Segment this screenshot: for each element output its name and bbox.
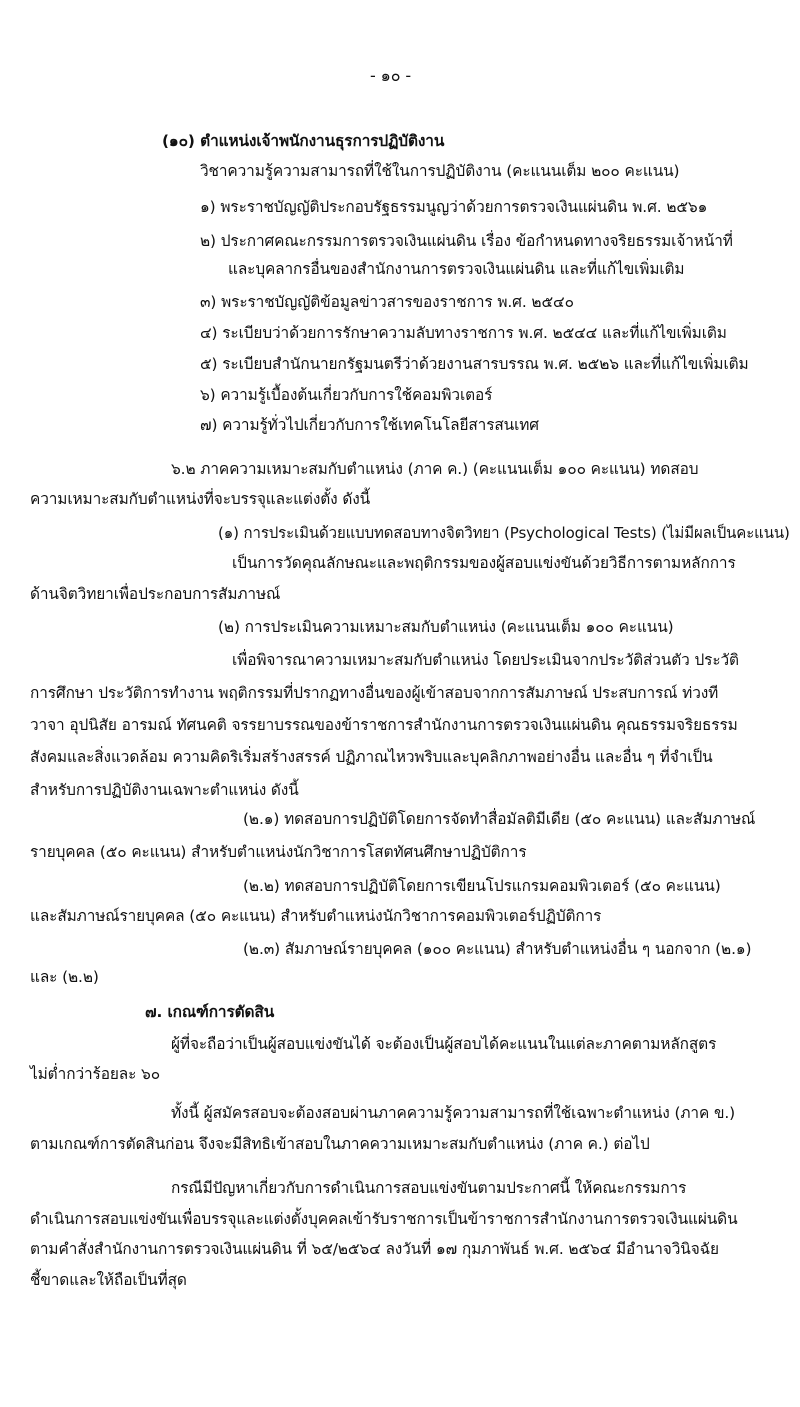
section-10-item: ๑) พระราชบัญญัติประกอบรัฐธรรมนูญว่าด้วยการตรวจเงินแผ่นดิน พ.ศ. ๒๕๖๑: [200, 198, 708, 216]
item-2-body: สังคมและสิ่งแวดล้อม ความคิดริเริ่มสร้างสรรค์ ปฏิภาณไหวพริบและบุคลิกภาพอย่างอื่น และอื่น ๆ ที่จำเป็น: [30, 748, 713, 766]
item-1-title: (๑) การประเมินด้วยแบบทดสอบทางจิตวิทยา (Psychological Tests) (ไม่มีผลเป็นคะแนน): [218, 524, 790, 542]
item-2-body: วาจา อุปนิสัย อารมณ์ ทัศนคติ จรรยาบรรณของข้าราชการสำนักงานการตรวจเงินแผ่นดิน คุณธรรมจริยธรรม: [30, 716, 738, 734]
section-10-subject: วิชาความรู้ความสามารถที่ใช้ในการปฏิบัติงาน (คะแนนเต็ม ๒๐๐ คะแนน): [200, 162, 680, 180]
section-6-2-intro: ๖.๒ ภาคความเหมาะสมกับตำแหน่ง (ภาค ค.) (คะแนนเต็ม ๑๐๐ คะแนน) ทดสอบ: [171, 460, 699, 478]
item-1-body: เป็นการวัดคุณลักษณะและพฤติกรรมของผู้สอบแข่งขันด้วยวิธีการตามหลักการ: [232, 554, 736, 572]
section-10-item: ๖) ความรู้เบื้องต้นเกี่ยวกับการใช้คอมพิวเตอร์: [200, 386, 493, 404]
section-10-item: ๓) พระราชบัญญัติข้อมูลข่าวสารของราชการ พ.ศ. ๒๕๔๐: [200, 293, 574, 311]
section-7-paragraph: ผู้ที่จะถือว่าเป็นผู้สอบแข่งขันได้ จะต้องเป็นผู้สอบได้คะแนนในแต่ละภาคตามหลักสูตร: [171, 1035, 717, 1053]
section-10-item-continuation: และบุคลากรอื่นของสำนักงานการตรวจเงินแผ่นดิน และที่แก้ไขเพิ่มเติม: [228, 260, 685, 278]
item-1-body: ด้านจิตวิทยาเพื่อประกอบการสัมภาษณ์: [30, 585, 281, 603]
section-7-paragraph: ดำเนินการสอบแข่งขันเพื่อบรรจุและแต่งตั้งบุคคลเข้ารับราชการเป็นข้าราชการสำนักงานการตรวจเงินแผ่นดิน: [30, 1210, 738, 1228]
section-10-item: ๕) ระเบียบสำนักนายกรัฐมนตรีว่าด้วยงานสารบรรณ พ.ศ. ๒๕๒๖ และที่แก้ไขเพิ่มเติม: [200, 355, 749, 373]
item-2-title: (๒) การประเมินความเหมาะสมกับตำแหน่ง (คะแนนเต็ม ๑๐๐ คะแนน): [218, 618, 674, 636]
section-10-item: ๔) ระเบียบว่าด้วยการรักษาความลับทางราชการ พ.ศ. ๒๕๔๔ และที่แก้ไขเพิ่มเติม: [200, 324, 727, 342]
section-7-paragraph: กรณีมีปัญหาเกี่ยวกับการดำเนินการสอบแข่งขันตามประกาศนี้ ให้คณะกรรมการ: [171, 1179, 687, 1197]
sub-item-2-1-continuation: รายบุคคล (๕๐ คะแนน) สำหรับตำแหน่งนักวิชาการโสตทัศนศึกษาปฏิบัติการ: [30, 843, 527, 861]
sub-item-2-2-continuation: และสัมภาษณ์รายบุคคล (๕๐ คะแนน) สำหรับตำแหน่งนักวิชาการคอมพิวเตอร์ปฏิบัติการ: [30, 907, 602, 925]
section-7-paragraph: ชี้ขาดและให้ถือเป็นที่สุด: [30, 1271, 187, 1289]
section-7-paragraph: ไม่ต่ำกว่าร้อยละ ๖๐: [30, 1065, 161, 1083]
item-2-body: เพื่อพิจารณาความเหมาะสมกับตำแหน่ง โดยประเมินจากประวัติส่วนตัว ประวัติ: [232, 651, 739, 669]
sub-item-2-1: (๒.๑) ทดสอบการปฏิบัติโดยการจัดทำสื่อมัลติมีเดีย (๕๐ คะแนน) และสัมภาษณ์: [243, 810, 756, 828]
page-number: - ๑๐ -: [370, 66, 412, 85]
section-7-paragraph: ทั้งนี้ ผู้สมัครสอบจะต้องสอบผ่านภาคความรู้ความสามารถที่ใช้เฉพาะตำแหน่ง (ภาค ข.): [171, 1104, 736, 1122]
sub-item-2-3-continuation: และ (๒.๒): [30, 968, 99, 986]
sub-item-2-2: (๒.๒) ทดสอบการปฏิบัติโดยการเขียนโปรแกรมคอมพิวเตอร์ (๕๐ คะแนน): [243, 877, 721, 895]
section-10-item: ๒) ประกาศคณะกรรมการตรวจเงินแผ่นดิน เรื่อง ข้อกำหนดทางจริยธรรมเจ้าหน้าที่: [200, 232, 733, 250]
section-10-heading: (๑๐) ตำแหน่งเจ้าพนักงานธุรการปฏิบัติงาน: [162, 132, 445, 150]
section-7-heading: ๗. เกณฑ์การตัดสิน: [145, 1003, 275, 1021]
item-2-body: การศึกษา ประวัติการทำงาน พฤติกรรมที่ปรากฏทางอื่นของผู้เข้าสอบจากการสัมภาษณ์ ประสบการณ์ ท่วงที: [30, 684, 719, 702]
sub-item-2-3: (๒.๓) สัมภาษณ์รายบุคคล (๑๐๐ คะแนน) สำหรับตำแหน่งอื่น ๆ นอกจาก (๒.๑): [243, 940, 752, 958]
section-7-paragraph: ตามคำสั่งสำนักงานการตรวจเงินแผ่นดิน ที่ ๖๕/๒๕๖๔ ลงวันที่ ๑๗ กุมภาพันธ์ พ.ศ. ๒๕๖๔ มีอำนาจวินิจฉัย: [30, 1240, 719, 1258]
item-2-body: สำหรับการปฏิบัติงานเฉพาะตำแหน่ง ดังนี้: [30, 781, 299, 799]
section-10-item: ๗) ความรู้ทั่วไปเกี่ยวกับการใช้เทคโนโลยีสารสนเทศ: [200, 416, 539, 434]
section-7-paragraph: ตามเกณฑ์การตัดสินก่อน จึงจะมีสิทธิเข้าสอบในภาคความเหมาะสมกับตำแหน่ง (ภาค ค.) ต่อไป: [30, 1135, 650, 1153]
section-6-2-intro-continuation: ความเหมาะสมกับตำแหน่งที่จะบรรจุและแต่งตั้ง ดังนี้: [30, 490, 371, 508]
